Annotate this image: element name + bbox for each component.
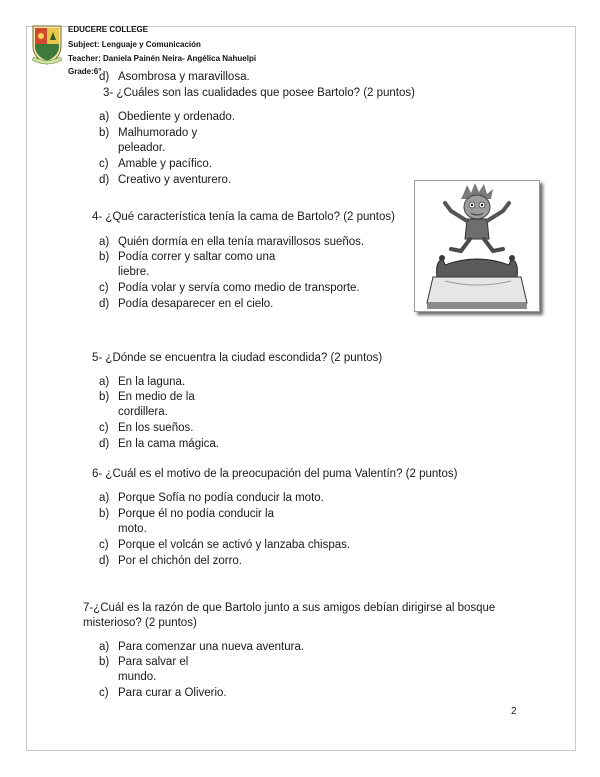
option-text: Amable y pacífico. [118, 158, 212, 170]
question-4-title: 4- ¿Qué característica tenía la cama de Bartolo? (2 puntos) [92, 211, 395, 223]
option-text-continued: mundo. [118, 671, 157, 683]
option-letter: b) [99, 391, 110, 403]
option-text-continued: moto. [118, 523, 147, 535]
option-text: En la laguna. [118, 376, 186, 388]
page-number: 2 [511, 706, 517, 717]
option-letter: a) [99, 492, 110, 504]
option-text: Podía correr y saltar como una [118, 251, 276, 263]
option-letter: d) [99, 71, 110, 83]
option-text: Por el chichón del zorro. [118, 555, 243, 567]
option-letter: b) [99, 508, 110, 520]
option-letter: d) [99, 555, 110, 567]
option-text: En medio de la [118, 391, 195, 403]
option-text: Creativo y aventurero. [118, 174, 232, 186]
option-text-continued: cordillera. [118, 406, 168, 418]
option-text: Porque Sofía no podía conducir la moto. [118, 492, 324, 504]
option-text: Obediente y ordenado. [118, 111, 236, 123]
grade-line: Grade:6° [68, 67, 102, 76]
option-letter: a) [99, 111, 110, 123]
option-letter: c) [99, 687, 109, 699]
option-letter: c) [99, 422, 109, 434]
option-text: Podía volar y servía como medio de transporte. [118, 282, 360, 294]
option-text: Porque el volcán se activó y lanzaba chispas. [118, 539, 351, 551]
subject-line: Subject: Lenguaje y Comunicación [68, 40, 201, 49]
option-text: Porque él no podía conducir la [118, 508, 274, 520]
option-letter: d) [99, 298, 110, 310]
option-text: Podía desaparecer en el cielo. [118, 298, 274, 310]
option-text-continued: peleador. [118, 142, 166, 154]
question-5-title: 5- ¿Dónde se encuentra la ciudad escondida? (2 puntos) [92, 352, 383, 364]
option-text: Malhumorado y [118, 127, 198, 139]
option-text: Para salvar el [118, 656, 189, 668]
boy-jumping-on-bed-icon [415, 181, 539, 311]
option-letter: c) [99, 282, 109, 294]
option-text: En los sueños. [118, 422, 194, 434]
teacher-line: Teacher: Daniela Painén Neira- Angélica Nahuelpi [68, 54, 257, 63]
option-letter: b) [99, 251, 110, 263]
option-letter: a) [99, 376, 110, 388]
option-letter: a) [99, 641, 110, 653]
question-7-title-continued: misterioso? (2 puntos) [83, 617, 197, 629]
option-text: Asombrosa y maravillosa. [118, 71, 250, 83]
option-letter: b) [99, 127, 110, 139]
option-letter: b) [99, 656, 110, 668]
option-text: Para comenzar una nueva aventura. [118, 641, 305, 653]
school-name: EDUCERE COLLEGE [68, 25, 149, 34]
option-letter: a) [99, 236, 110, 248]
option-text: Quién dormía en ella tenía maravillosos sueños. [118, 236, 365, 248]
option-letter: c) [99, 158, 109, 170]
school-crest-logo [30, 22, 64, 66]
option-letter: c) [99, 539, 109, 551]
question-7-title: 7-¿Cuál es la razón de que Bartolo junto a sus amigos debían dirigirse al bosque [83, 602, 496, 614]
question-6-title: 6- ¿Cuál es el motivo de la preocupación del puma Valentín? (2 puntos) [92, 468, 458, 480]
bartolo-illustration [414, 180, 540, 312]
option-text-continued: liebre. [118, 266, 150, 278]
option-letter: d) [99, 174, 110, 186]
option-text: En la cama mágica. [118, 438, 219, 450]
option-letter: d) [99, 438, 110, 450]
question-3-title: 3- ¿Cuáles son las cualidades que posee Bartolo? (2 puntos) [103, 87, 415, 99]
option-text: Para curar a Oliverio. [118, 687, 227, 699]
